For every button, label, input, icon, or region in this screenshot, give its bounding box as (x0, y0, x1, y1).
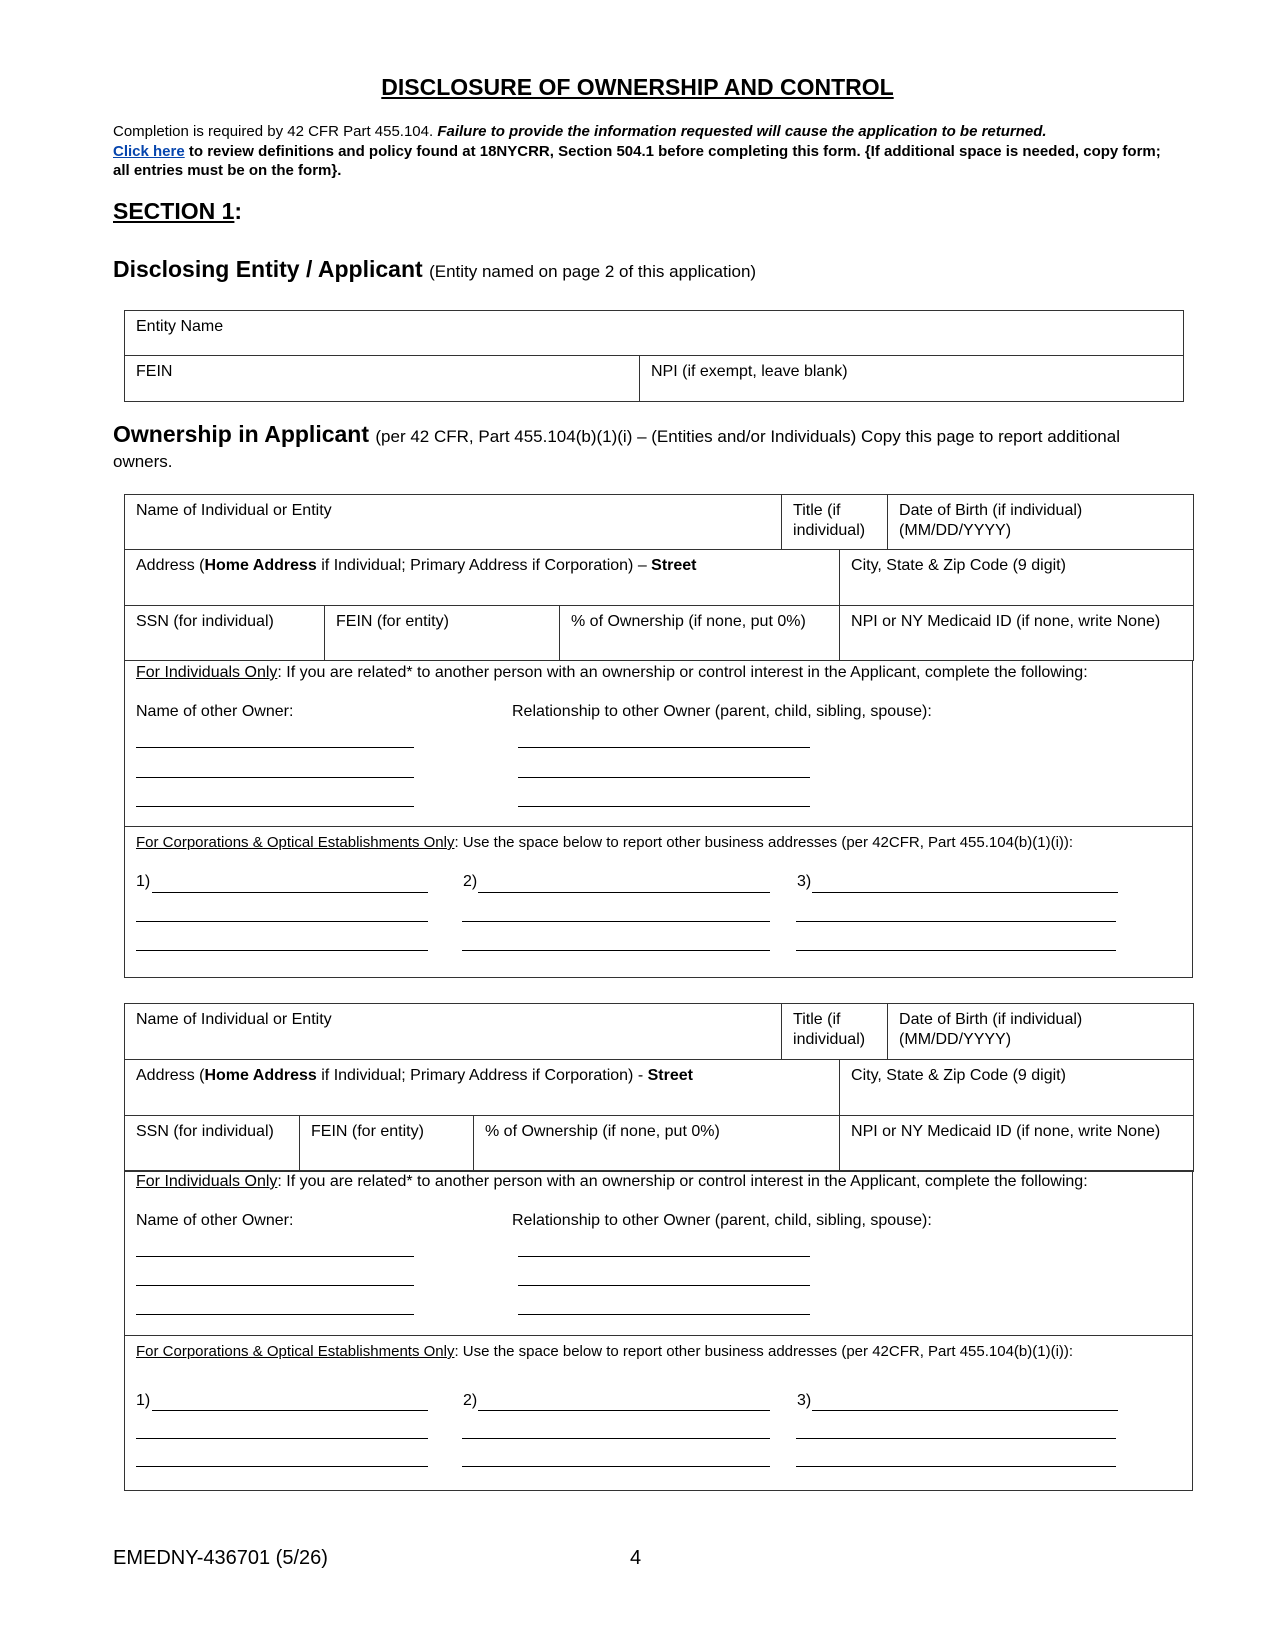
section-heading: SECTION 1: (113, 198, 243, 224)
other-owner-label: Name of other Owner: (136, 1212, 294, 1229)
address-line[interactable] (796, 1466, 1116, 1467)
address-number-3: 3) (797, 1392, 812, 1409)
corporations-only-note: For Corporations & Optical Establishments Only: Use the space below to report other business addresses (per 42CFR, Part 455.104(b)(1)(i)): (136, 1343, 1074, 1360)
fein-field[interactable]: FEIN (125, 356, 640, 402)
address-line[interactable] (152, 1410, 428, 1411)
other-owner-line[interactable] (136, 806, 414, 807)
click-here-link[interactable]: Click here (113, 142, 185, 160)
individuals-only-note: For Individuals Only: If you are related* to another person with an ownership or control interest in the Applicant, complete the following: (136, 1173, 1088, 1190)
other-owner-line[interactable] (136, 747, 414, 748)
address-line[interactable] (796, 1438, 1116, 1439)
address-line[interactable] (462, 1466, 770, 1467)
other-owner-line[interactable] (136, 777, 414, 778)
owner-address-field[interactable]: Address (Home Address if Individual; Primary Address if Corporation) – Street (125, 550, 840, 606)
other-owner-line[interactable] (136, 1314, 414, 1315)
owner-dob-field[interactable]: Date of Birth (if individual) (MM/DD/YYYY) (888, 495, 1194, 550)
owner-ownership-field[interactable]: % of Ownership (if none, put 0%) (474, 1116, 840, 1172)
owner-city-field[interactable]: City, State & Zip Code (9 digit) (840, 550, 1194, 606)
disclosing-entity-table (124, 310, 1184, 402)
owner-dob-field[interactable]: Date of Birth (if individual) (MM/DD/YYYY) (888, 1004, 1194, 1060)
address-number-1: 1) (136, 1392, 151, 1409)
owner-block-1 (124, 494, 1194, 661)
owner-address-field[interactable]: Address (Home Address if Individual; Primary Address if Corporation) - Street (125, 1060, 840, 1116)
intro-paragraph: Completion is required by 42 CFR Part 455.104. Failure to provide the information requested will cause the application to be returned. Click here to review definitions and policy found at 18NYCRR, Section 504.1 before completing this form. {If additional space is needed, copy form; all entries must be on the form}. (113, 123, 1161, 179)
owner-ownership-field[interactable]: % of Ownership (if none, put 0%) (560, 606, 840, 661)
address-line[interactable] (812, 892, 1118, 893)
address-line[interactable] (796, 950, 1116, 951)
owner-fein-field[interactable]: FEIN (for entity) (300, 1116, 474, 1172)
address-line[interactable] (812, 1410, 1118, 1411)
individuals-section-1 (124, 660, 1193, 827)
address-number-3: 3) (797, 873, 812, 890)
ownership-heading: Ownership in Applicant (per 42 CFR, Part 455.104(b)(1)(i) – (Entities and/or Individuals) Copy this page to report additional owners. (113, 421, 1120, 471)
owner-title-field[interactable]: Title (if individual) (782, 1004, 888, 1060)
address-line[interactable] (136, 1438, 428, 1439)
form-id: EMEDNY-436701 (5/26) (113, 1547, 328, 1569)
relationship-line[interactable] (518, 1256, 810, 1257)
disclosing-entity-heading: Disclosing Entity / Applicant (Entity named on page 2 of this application) (113, 256, 757, 282)
relationship-label: Relationship to other Owner (parent, child, sibling, spouse): (512, 1212, 932, 1229)
relationship-line[interactable] (518, 777, 810, 778)
page-number: 4 (630, 1547, 642, 1569)
owner-ssn-field[interactable]: SSN (for individual) (125, 606, 325, 661)
corporations-only-note: For Corporations & Optical Establishments Only: Use the space below to report other business addresses (per 42CFR, Part 455.104(b)(1)(i)): (136, 834, 1074, 851)
other-owner-line[interactable] (136, 1285, 414, 1286)
owner-block-2 (124, 1003, 1194, 1172)
address-line[interactable] (152, 892, 428, 893)
individuals-only-note: For Individuals Only: If you are related* to another person with an ownership or control interest in the Applicant, complete the following: (136, 664, 1088, 681)
address-line[interactable] (136, 1466, 428, 1467)
address-line[interactable] (796, 921, 1116, 922)
other-owner-line[interactable] (136, 1256, 414, 1257)
owner-npi-field[interactable]: NPI or NY Medicaid ID (if none, write None) (840, 606, 1194, 661)
address-line[interactable] (462, 921, 770, 922)
entity-name-field[interactable]: Entity Name (125, 311, 1184, 356)
address-line[interactable] (478, 892, 770, 893)
relationship-line[interactable] (518, 1314, 810, 1315)
individuals-section-2 (124, 1170, 1193, 1336)
relationship-line[interactable] (518, 1285, 810, 1286)
form-title: DISCLOSURE OF OWNERSHIP AND CONTROL (381, 74, 894, 100)
owner-ssn-field[interactable]: SSN (for individual) (125, 1116, 300, 1172)
owner-title-field[interactable]: Title (if individual) (782, 495, 888, 550)
relationship-label: Relationship to other Owner (parent, child, sibling, spouse): (512, 703, 932, 720)
owner-fein-field[interactable]: FEIN (for entity) (325, 606, 560, 661)
npi-field[interactable]: NPI (if exempt, leave blank) (640, 356, 1184, 402)
address-number-1: 1) (136, 873, 151, 890)
address-line[interactable] (136, 950, 428, 951)
owner-city-field[interactable]: City, State & Zip Code (9 digit) (840, 1060, 1194, 1116)
address-line[interactable] (478, 1410, 770, 1411)
other-owner-label: Name of other Owner: (136, 703, 294, 720)
relationship-line[interactable] (518, 806, 810, 807)
address-number-2: 2) (463, 1392, 478, 1409)
owner-npi-field[interactable]: NPI or NY Medicaid ID (if none, write None) (840, 1116, 1194, 1172)
address-line[interactable] (462, 950, 770, 951)
relationship-line[interactable] (518, 747, 810, 748)
address-number-2: 2) (463, 873, 478, 890)
address-line[interactable] (136, 921, 428, 922)
address-line[interactable] (462, 1438, 770, 1439)
owner-name-field[interactable]: Name of Individual or Entity (125, 495, 782, 550)
owner-name-field[interactable]: Name of Individual or Entity (125, 1004, 782, 1060)
